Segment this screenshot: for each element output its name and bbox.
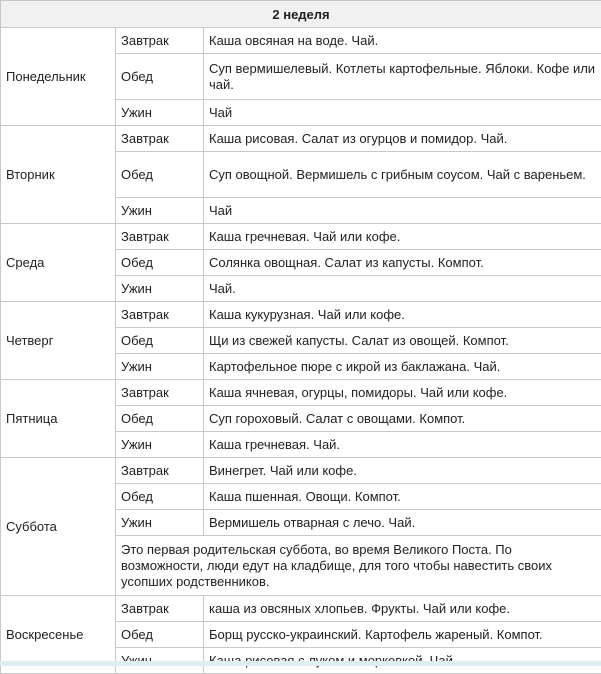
meal-name: Обед <box>116 328 204 354</box>
dish-description: Вермишель отварная с лечо. Чай. <box>204 510 601 536</box>
meal-name: Ужин <box>116 276 204 302</box>
meal-name: Обед <box>116 406 204 432</box>
dish-description: Каша овсяная на воде. Чай. <box>204 28 601 54</box>
week-title: 2 неделя <box>1 1 601 28</box>
meal-name: Ужин <box>116 198 204 224</box>
dish-description: Суп вермишелевый. Котлеты картофельные. Яблоки. Кофе или чай. <box>204 54 601 100</box>
day-note: Это первая родительская суббота, во время Великого Поста. По возможности, люди едут на кладбище, для того чтобы навестить своих усопших родственников. <box>116 536 601 596</box>
table-row <box>1 596 601 622</box>
table-row <box>1 302 601 328</box>
meal-name: Завтрак <box>116 28 204 54</box>
dish-description: Суп овощной. Вермишель с грибным соусом. Чай с вареньем. <box>204 152 601 198</box>
dish-description: Каша пшенная. Овощи. Компот. <box>204 484 601 510</box>
dish-description: Суп гороховый. Салат с овощами. Компот. <box>204 406 601 432</box>
meal-name: Завтрак <box>116 596 204 622</box>
dish-description: Винегрет. Чай или кофе. <box>204 458 601 484</box>
meal-name: Обед <box>116 484 204 510</box>
meal-name: Завтрак <box>116 224 204 250</box>
dish-description: Борщ русско-украинский. Картофель жареный. Компот. <box>204 622 601 648</box>
meal-name: Обед <box>116 622 204 648</box>
table-header-row <box>1 1 601 28</box>
dish-description: Каша кукурузная. Чай или кофе. <box>204 302 601 328</box>
day-name: Пятница <box>1 380 116 458</box>
dish-description: Каша гречневая. Чай. <box>204 432 601 458</box>
day-name: Суббота <box>1 458 116 596</box>
table-row <box>1 224 601 250</box>
table-row <box>1 126 601 152</box>
dish-description: каша из овсяных хлопьев. Фрукты. Чай или кофе. <box>204 596 601 622</box>
dish-description: Каша рисовая. Салат из огурцов и помидор. Чай. <box>204 126 601 152</box>
day-name: Вторник <box>1 126 116 224</box>
table-row <box>1 458 601 484</box>
dish-description: Картофельное пюре с икрой из баклажана. Чай. <box>204 354 601 380</box>
day-name: Среда <box>1 224 116 302</box>
dish-description: Каша ячневая, огурцы, помидоры. Чай или кофе. <box>204 380 601 406</box>
day-name: Воскресенье <box>1 596 116 674</box>
meal-name: Обед <box>116 152 204 198</box>
meal-name: Завтрак <box>116 380 204 406</box>
table-row <box>1 28 601 54</box>
day-name: Четверг <box>1 302 116 380</box>
meal-name: Завтрак <box>116 302 204 328</box>
meal-name: Ужин <box>116 510 204 536</box>
dish-description: Чай <box>204 198 601 224</box>
meal-name: Обед <box>116 54 204 100</box>
dish-description: Каша гречневая. Чай или кофе. <box>204 224 601 250</box>
meal-name: Ужин <box>116 100 204 126</box>
meal-name: Обед <box>116 250 204 276</box>
table-row <box>1 380 601 406</box>
meal-name: Ужин <box>116 432 204 458</box>
bottom-edge <box>0 661 601 666</box>
dish-description: Солянка овощная. Салат из капусты. Компот. <box>204 250 601 276</box>
dish-description: Щи из свежей капусты. Салат из овощей. Компот. <box>204 328 601 354</box>
dish-description: Чай. <box>204 276 601 302</box>
meal-name: Завтрак <box>116 458 204 484</box>
day-name: Понедельник <box>1 28 116 126</box>
meal-name: Завтрак <box>116 126 204 152</box>
dish-description: Чай <box>204 100 601 126</box>
meal-name: Ужин <box>116 354 204 380</box>
